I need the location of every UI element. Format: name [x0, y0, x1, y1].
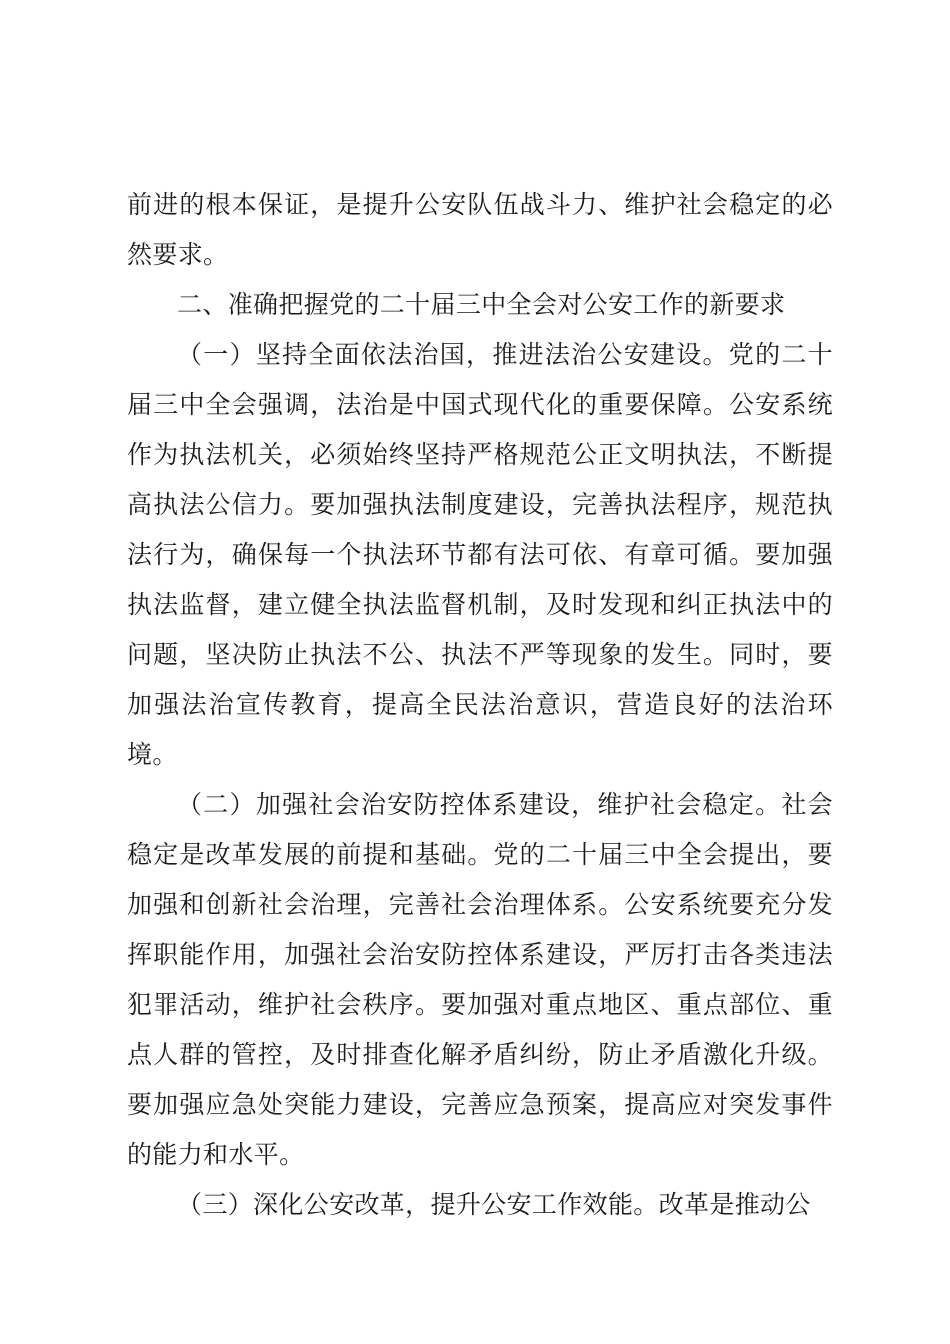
paragraph-continuation: 前进的根本保证，是提升公安队伍战斗力、维护社会稳定的必然要求。 [127, 190, 833, 269]
document-body [127, 180, 833, 1230]
section-heading: 二、准确把握党的二十届三中全会对公安工作的新要求 [177, 290, 786, 319]
paragraph-reform: （三）深化公安改革，提升公安工作效能。改革是推动公 [177, 1190, 811, 1219]
paragraph-rule-of-law: （一）坚持全面依法治国，推进法治公安建设。党的二十届三中全会强调，法治是中国式现代化的重要保障。公安系统作为执法机关，必须始终坚持严格规范公正文明执法，不断提高执法公信力。要加强执法制度建设，完善执法程序，规范执法行为，确保每一个执法环节都有法可依、有章可循。要加强执法监督，建立健全执法监督机制，及时发现和纠正执法中的问题，坚决防止执法不公、执法不严等现象的发生。同时，要加强法治宣传教育，提高全民法治意识，营造良好的法治环境。 [127, 340, 833, 769]
paragraph-social-security: （二）加强社会治安防控体系建设，维护社会稳定。社会稳定是改革发展的前提和基础。党的二十届三中全会提出，要加强和创新社会治理，完善社会治理体系。公安系统要充分发挥职能作用，加强社会治安防控体系建设，严厉打击各类违法犯罪活动，维护社会秩序。要加强对重点地区、重点部位、重点人群的管控，及时排查化解矛盾纠纷，防止矛盾激化升级。要加强应急处突能力建设，完善应急预案，提高应对突发事件的能力和水平。 [127, 790, 833, 1169]
